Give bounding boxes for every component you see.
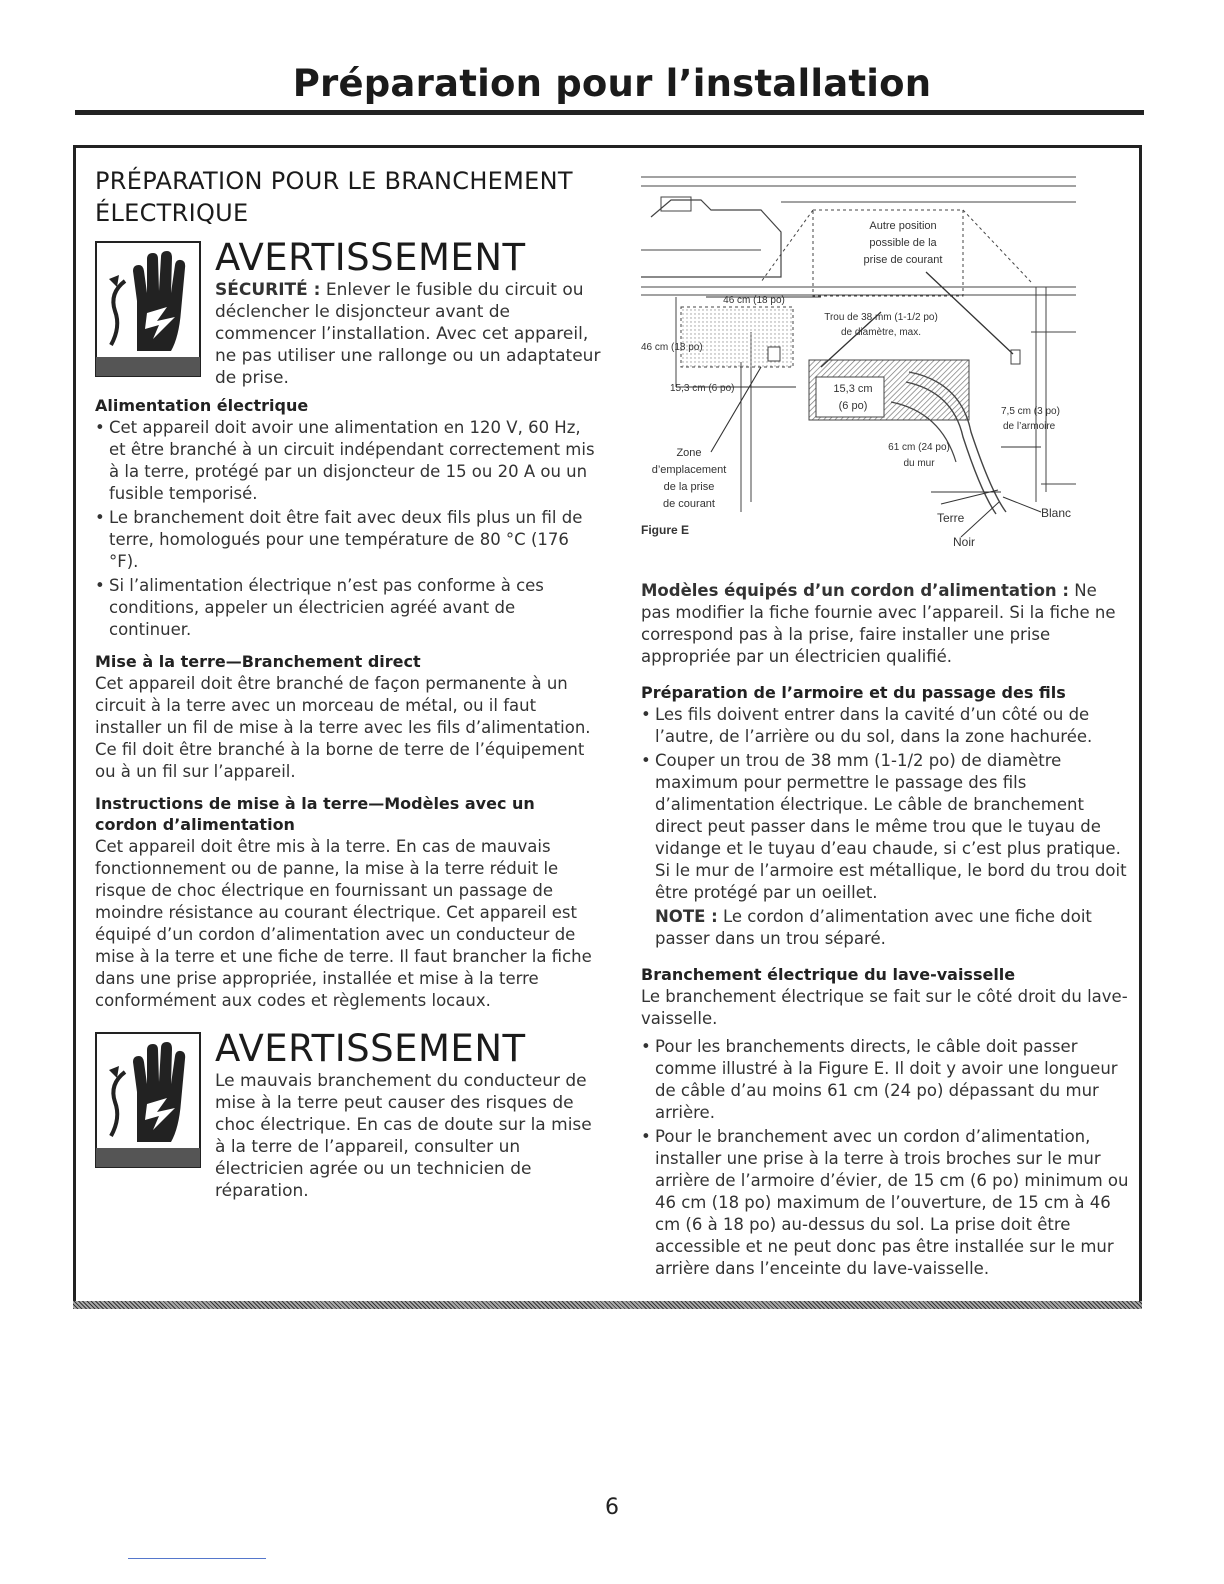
warning-text: SÉCURITÉ : Enlever le fusible du circuit ou déclencher le disjoncteur avant de commencer l’installation. Avec cet appareil, ne pas utiliser une rallonge ou un adaptateur de prise. [215,280,601,388]
svg-text:Figure E: Figure E [641,523,690,537]
list-item: • Couper un trou de 38 mm (1-1/2 po) de diamètre maximum pour permettre le passage des fils d’alimentation électrique. Le câble de branchement direct peut passer dans le même trou que le tuyau de vidange et le tuyau d’eau chaude, si c’est plus pratique. Si le mur de l’armoire est métallique, le bord du trou doit être protégé par un oeillet. [641,750,1131,904]
svg-text:de diamètre, max.: de diamètre, max. [840,327,922,338]
svg-text:d’emplacement: d’emplacement [651,464,727,476]
list-item: • Les fils doivent entrer dans la cavité d’un côté ou de l’autre, de l’arrière ou du sol, dans la zone hachurée. [641,704,1131,748]
svg-text:prise de courant: prise de courant [863,254,943,266]
title-rule [75,110,1144,115]
svg-text:Autre position: Autre position [869,220,937,232]
svg-text:Blanc: Blanc [1041,506,1072,520]
frame-bottom-border [73,1301,1142,1309]
footer-rule [128,1558,266,1559]
dishwasher-conn-heading: Branchement électrique du lave-vaisselle [641,965,1016,984]
cord-models-text: Modèles équipés d’un cordon d’alimentation : Ne pas modifier la fiche fournie avec l’appareil. Si la fiche ne correspond pas à la prise, faire installer une prise appropriée par un électricien qualifié. [641,581,1116,666]
warning-body-2 [215,1028,605,1202]
svg-text:46 cm (18 po): 46 cm (18 po) [723,295,785,306]
cabinet-prep-list [641,704,1131,904]
right-column [641,580,1131,1282]
svg-text:Trou de 38 mm (1-1/2 po): Trou de 38 mm (1-1/2 po) [824,312,938,323]
svg-text:7,5 cm (3 po): 7,5 cm (3 po) [1001,406,1060,417]
svg-text:Zone: Zone [676,447,702,459]
svg-text:de l’armoire: de l’armoire [1003,421,1056,432]
svg-text:Noir: Noir [953,535,976,549]
dishwasher-conn-text: Le branchement électrique se fait sur le côté droit du lave-vaisselle. [641,987,1128,1028]
ground-direct-heading: Mise à la terre—Branchement direct [95,652,421,671]
page-title: Préparation pour l’installation [292,62,932,105]
list-item: • Pour les branchements directs, le câble doit passer comme illustré à la Figure E. Il doit y avoir une longueur de câble d’au moins 61 cm (24 po) dépassant du mur arrière. [641,1036,1131,1124]
svg-text:61 cm (24 po): 61 cm (24 po) [888,442,950,453]
svg-text:Terre: Terre [937,511,965,525]
power-supply-heading: Alimentation électrique [95,396,309,415]
electric-shock-hand-icon [95,1032,201,1168]
cabinet-prep-note: NOTE : Le cordon d’alimentation avec une fiche doit passer dans un trou séparé. [655,907,1092,948]
section-heading: PRÉPARATION POUR LE BRANCHEMENT ÉLECTRIQUE [95,167,573,227]
ground-direct-text: Cet appareil doit être branché de façon permanente à un circuit à la terre avec un morceau de métal, ou il faut installer un fil de mise à la terre avec les fils d’alimentation. Ce fil doit être branché à la borne de terre de l’équipement ou à un fil sur l’appareil. [95,674,591,781]
warning-box-1 [95,236,601,388]
svg-text:46 cm (18 po): 46 cm (18 po) [641,342,703,353]
warning-title: AVERTISSEMENT [215,1027,526,1070]
dishwasher-conn-list [641,1036,1131,1280]
svg-text:possible de la: possible de la [869,237,937,249]
page-number: 6 [605,1495,619,1520]
warning-body-1 [215,237,605,389]
warning-text: Le mauvais branchement du conducteur de mise à la terre peut causer des risques de choc électrique. En cas de doute sur la mise à la terre de l’appareil, consulter un électricien agrée ou un technicien de réparation. [215,1071,592,1201]
svg-text:de la prise: de la prise [663,481,715,493]
svg-text:15,3 cm: 15,3 cm [833,383,873,395]
list-item: • Cet appareil doit avoir une alimentation en 120 V, 60 Hz, et être branché à un circuit indépendant correctement mis à la terre, protégé par un disjoncteur de 15 ou 20 A ou un fusible temporisé. [95,417,595,505]
list-item: • Le branchement doit être fait avec deux fils plus un fil de terre, homologués pour une température de 80 °C (176 °F). [95,507,595,573]
electric-shock-hand-icon [95,241,201,377]
warning-box-2 [95,1027,595,1201]
list-item: • Pour le branchement avec un cordon d’alimentation, installer une prise à la terre à trois broches sur le mur arrière de l’armoire d’évier, de 15 cm (6 po) minimum ou 46 cm (18 po) maximum de l’ouverture, de 15 cm à 46 cm (6 à 18 po) au-dessus du sol. La prise doit être accessible et ne peut donc pas être installée sur le mur arrière dans l’enceinte du lave-vaisselle. [641,1126,1131,1280]
list-item: • Si l’alimentation électrique n’est pas conforme à ces conditions, appeler un électricien agréé avant de continuer. [95,575,595,641]
ground-cord-text: Cet appareil doit être mis à la terre. En cas de mauvais fonctionnement ou de panne, la mise à la terre réduit le risque de choc électrique en fournissant un passage de moindre résistance au courant électrique. Cet appareil est équipé d’un cordon d’alimentation avec un conducteur de mise à la terre et une fiche de terre. Il faut brancher la fiche dans une prise appropriée, installée et mise à la terre conformément aux codes et règlements locaux. [95,837,592,1010]
svg-text:15,3 cm (6 po): 15,3 cm (6 po) [670,383,735,394]
ground-cord-heading: Instructions de mise à la terre—Modèles avec un cordon d’alimentation [95,794,535,834]
left-column [95,165,601,1201]
svg-text:de courant: de courant [663,498,715,510]
svg-text:(6 po): (6 po) [838,400,868,412]
warning-title: AVERTISSEMENT [215,236,526,279]
cabinet-prep-heading: Préparation de l’armoire et du passage des fils [641,683,1066,702]
figure-e-diagram [641,172,1081,557]
power-supply-list [95,417,595,641]
svg-text:du mur: du mur [903,458,935,469]
frame-top-border [73,145,1142,148]
